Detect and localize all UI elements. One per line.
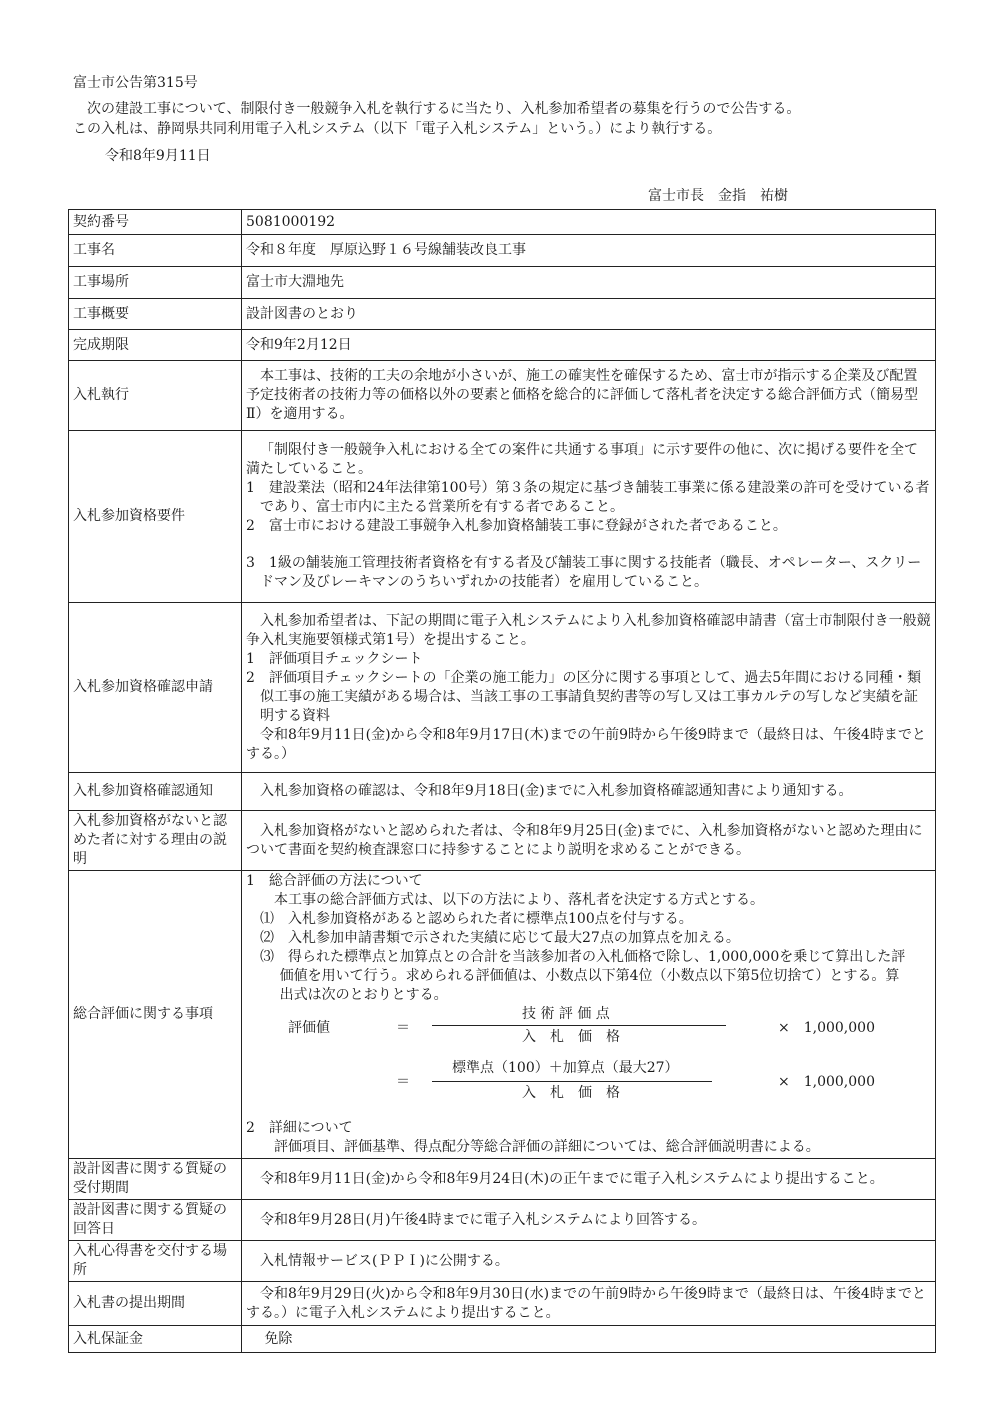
qualification-intro: 「制限付き一般競争入札における全ての案件に共通する事項」に示す要件の他に、次に掲げる要件を全て満たしていること。	[246, 442, 918, 477]
notice-number: 富士市公告第315号	[73, 75, 198, 91]
value-evaluation	[242, 871, 936, 1159]
label-question-answer: 設計図書に関する質疑の回答日	[69, 1200, 242, 1241]
value-contract-no: 5081000192	[242, 210, 936, 235]
row-bid-period	[69, 1282, 936, 1326]
label-contract-no: 契約番号	[69, 210, 242, 235]
formula-multiplier-2: × 1,000,000	[778, 1074, 875, 1090]
evaluation-sub-3: ⑶ 得られた標準点と加算点との合計を当該参加者の入札価格で除し、1,000,000を乗じて算出した評価値を用いて行う。求められる評価値は、小数点以下第4位（小数点以下第5位切捨て）とする。算出式は次のとおりとする。	[260, 949, 906, 1003]
formula-equals-1: ＝	[396, 1020, 410, 1036]
evaluation-sub-2: ⑵ 入札参加申請書類で示された実績に応じて最大27点の加算点を加える。	[260, 930, 740, 946]
evaluation-paragraph-2: 評価項目、評価基準、得点配分等総合評価の詳細については、総合評価説明書による。	[274, 1139, 820, 1155]
value-completion: 令和9年2月12日	[242, 330, 936, 361]
value-work-place: 富士市大淵地先	[242, 267, 936, 299]
value-bid-period: 令和8年9月29日(火)から令和8年9月30日(水)までの午前9時から午後9時まで（最終日は、午後4時までとする。）に電子入札システムにより提出すること。	[242, 1282, 936, 1326]
confirm-request-intro: 入札参加希望者は、下記の期間に電子入札システムにより入札参加資格確認申請書（富士市制限付き一般競争入札実施要領様式第1号）を提出すること。	[246, 612, 931, 648]
row-deposit	[69, 1326, 936, 1353]
formula-fraction-line-1	[432, 1025, 726, 1026]
formula-equals-2: ＝	[396, 1074, 410, 1090]
row-reason	[69, 811, 936, 871]
label-reason: 入札参加資格がないと認めた者に対する理由の説明	[69, 811, 242, 871]
label-question-period: 設計図書に関する質疑の受付期間	[69, 1159, 242, 1200]
value-deposit: 免除	[242, 1326, 936, 1353]
evaluation-paragraph-1: 本工事の総合評価方式は、以下の方法により、落札者を決定する方式とする。	[274, 892, 764, 908]
qualification-item-1: 1 建設業法（昭和24年法律第100号）第３条の規定に基づき舗装工事業に係る建設業の許可を受けている者であり、富士市内に主たる営業所を有する者であること。	[246, 480, 930, 515]
evaluation-heading-1: 1 総合評価の方法について	[246, 873, 423, 889]
formula-denominator-2: 入 札 価 格	[522, 1085, 620, 1101]
row-confirm-request	[69, 603, 936, 773]
label-bid-period: 入札書の提出期間	[69, 1282, 242, 1326]
label-confirm-request: 入札参加資格確認申請	[69, 603, 242, 773]
row-evaluation	[69, 871, 936, 1159]
value-confirm-notice: 入札参加資格の確認は、令和8年9月18日(金)までに入札参加資格確認通知書により通知する。	[242, 773, 936, 811]
value-execution: 本工事は、技術的工夫の余地が小さいが、施工の確実性を確保するため、富士市が指示する企業及び配置予定技術者の技術力等の価格以外の要素と価格を総合的に評価して落札者を決定する総合評価方式（簡易型Ⅱ）を適用する。	[242, 361, 936, 431]
row-work-summary	[69, 299, 936, 330]
intro-line-2: この入札は、静岡県共同利用電子入札システム（以下「電子入札システム」という。）により執行する。	[73, 121, 722, 137]
row-execution	[69, 361, 936, 431]
confirm-request-item-2: 2 評価項目チェックシートの「企業の施工能力」の区分に関する事項として、過去5年間における同種・類似工事の施工実績がある場合は、当該工事の工事請負契約書等の写し又は工事カルテの写しなど実績を証明する資料	[246, 669, 922, 724]
confirm-request-period: 令和8年9月11日(金)から令和8年9月17日(木)までの午前9時から午後9時まで（最終日は、午後4時までとする。）	[246, 726, 926, 762]
row-confirm-notice	[69, 773, 936, 811]
label-execution: 入札執行	[69, 361, 242, 431]
signer: 富士市長 金指 祐樹	[648, 188, 788, 204]
qualification-item-2: 2 富士市における建設工事競争入札参加資格舗装工事に登録がされた者であること。	[246, 518, 787, 534]
label-completion: 完成期限	[69, 330, 242, 361]
value-confirm-request	[242, 603, 936, 773]
row-work-place	[69, 267, 936, 299]
formula-label: 評価値	[288, 1020, 330, 1036]
evaluation-sub-1: ⑴ 入札参加資格があると認められた者に標準点100点を付与する。	[260, 911, 693, 927]
label-work-name: 工事名	[69, 235, 242, 267]
value-qualification	[242, 431, 936, 603]
value-work-name: 令和８年度 厚原込野１６号線舗装改良工事	[242, 235, 936, 267]
value-work-summary: 設計図書のとおり	[242, 299, 936, 330]
label-work-place: 工事場所	[69, 267, 242, 299]
row-question-period	[69, 1159, 936, 1200]
notice-date: 令和8年9月11日	[105, 148, 211, 164]
label-evaluation: 総合評価に関する事項	[69, 871, 242, 1159]
row-completion	[69, 330, 936, 361]
evaluation-heading-2: 2 詳細について	[246, 1120, 353, 1136]
label-confirm-notice: 入札参加資格確認通知	[69, 773, 242, 811]
formula-fraction-line-2	[432, 1081, 712, 1082]
value-guide-place: 入札情報サービス(ＰＰＩ)に公開する。	[242, 1241, 936, 1282]
confirm-request-item-1: 1 評価項目チェックシート	[246, 650, 423, 667]
row-qualification	[69, 431, 936, 603]
value-question-period: 令和8年9月11日(金)から令和8年9月24日(木)の正午までに電子入札システムにより提出すること。	[242, 1159, 936, 1200]
evaluation-formula	[246, 1006, 931, 1117]
row-contract-no	[69, 210, 936, 235]
label-work-summary: 工事概要	[69, 299, 242, 330]
label-guide-place: 入札心得書を交付する場所	[69, 1241, 242, 1282]
notice-table	[68, 209, 936, 1353]
formula-numerator-2: 標準点（100）＋加算点（最大27）	[452, 1060, 679, 1076]
label-qualification: 入札参加資格要件	[69, 431, 242, 603]
row-guide-place	[69, 1241, 936, 1282]
formula-numerator-1: 技 術 評 価 点	[522, 1006, 610, 1022]
value-reason: 入札参加資格がないと認められた者は、令和8年9月25日(金)までに、入札参加資格がないと認めた理由について書面を契約検査課窓口に持参することにより説明を求めることができる。	[242, 811, 936, 871]
formula-multiplier-1: × 1,000,000	[778, 1020, 875, 1036]
qualification-item-3: 3 1級の舗装施工管理技術者資格を有する者及び舗装工事に関する技能者（職長、オペレーター、スクリードマン及びレーキマンのうちいずれかの技能者）を雇用していること。	[246, 555, 922, 590]
intro-line-1: 次の建設工事について、制限付き一般競争入札を執行するに当たり、入札参加希望者の募集を行うので公告する。	[73, 101, 801, 117]
formula-denominator-1: 入 札 価 格	[522, 1029, 620, 1045]
row-question-answer	[69, 1200, 936, 1241]
row-work-name	[69, 235, 936, 267]
label-deposit: 入札保証金	[69, 1326, 242, 1353]
value-question-answer: 令和8年9月28日(月)午後4時までに電子入札システムにより回答する。	[242, 1200, 936, 1241]
